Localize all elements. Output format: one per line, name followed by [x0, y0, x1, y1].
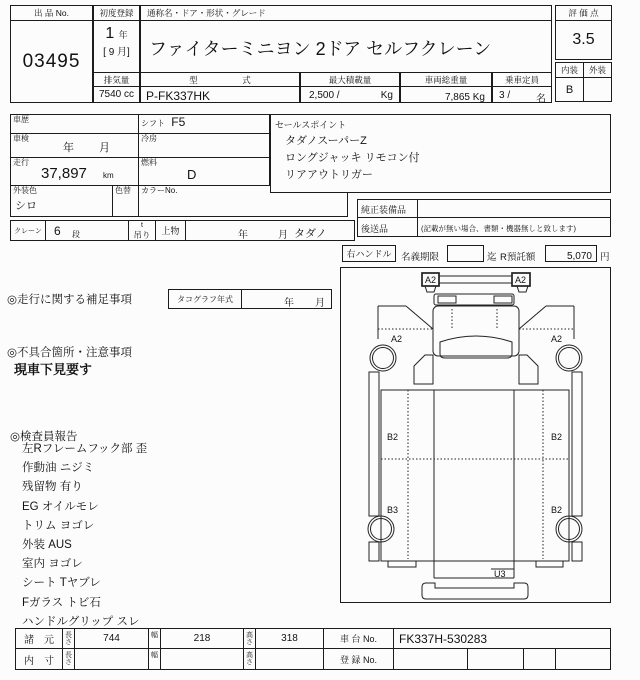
capacity-value	[492, 86, 552, 103]
chassis-no-value	[393, 628, 611, 649]
max-load-value	[300, 86, 400, 103]
later-shipment-label: 後送品	[357, 217, 418, 237]
body-year: 年	[238, 230, 248, 241]
side-left-front-grade: B2	[387, 432, 399, 442]
side-right-rear-grade: B2	[551, 505, 563, 515]
crane-stages-unit: 段	[72, 230, 80, 239]
mileage-value: 37,897	[41, 165, 87, 182]
crane-stages-cell	[45, 220, 129, 241]
spec-length-value: 744	[74, 628, 149, 649]
inspection-year: 年	[63, 142, 74, 154]
spec-width-label: 幅	[148, 628, 161, 649]
tacho-month: 月	[315, 298, 325, 309]
first-registration-value	[93, 20, 140, 73]
reg-no-cell-1	[393, 648, 468, 670]
body-color-cell	[10, 185, 113, 217]
later-shipment-note-cell	[417, 217, 611, 237]
interior-grade-header: 内装	[555, 62, 584, 78]
defect-text: 現車下見要す	[14, 362, 93, 377]
reg-no-label: 登 録 No.	[323, 648, 394, 670]
tacho-label-box: タコグラフ年式	[168, 289, 242, 309]
reg-no-cell-3	[523, 648, 556, 670]
list-item: EG オイルモレ	[22, 500, 99, 513]
body-maker: タダノ	[294, 228, 327, 240]
max-load-header: 最大積載量	[300, 72, 400, 87]
side-left-rear-grade: B3	[387, 505, 399, 515]
first-registration-header: 初度登録	[93, 5, 140, 21]
deposit-value-box	[545, 245, 597, 262]
model-name-header: 通称名・ドア・形状・グレード	[140, 5, 552, 21]
body-month: 月	[278, 230, 288, 241]
shift-label: シフト	[141, 119, 165, 128]
inner-row-label: 内 寸	[15, 648, 63, 670]
interior-grade-value: B	[555, 77, 584, 102]
list-item: シート Tヤブレ	[22, 577, 101, 590]
spec-height-label: 高さ	[243, 628, 256, 649]
rear-under-grade: U3	[494, 569, 506, 579]
model-name-text: ファイターミニヨン 2ドア セルフクレーン	[149, 39, 492, 59]
list-item: ハンドルグリップ スレ	[22, 615, 140, 628]
tacho-value-box	[241, 289, 332, 309]
inner-height-value	[255, 648, 324, 670]
mileage-unit: km	[103, 171, 114, 180]
model-code-text: P-FK337HK	[146, 89, 211, 103]
mileage-label: 走行	[13, 158, 29, 167]
made-label: 迄	[487, 252, 497, 263]
inspector-report-list	[22, 440, 147, 632]
first-reg-month: [ 9 月]	[103, 47, 130, 58]
max-load-number: 2,500 /	[309, 90, 340, 101]
lot-no-header: 出 品 No.	[10, 5, 93, 21]
exterior-grade-value	[583, 77, 612, 102]
model-code-header: 型 式	[140, 72, 300, 87]
crane-lift-cell	[128, 220, 156, 241]
exterior-grade-header: 外装	[583, 62, 612, 78]
body-color-value: シロ	[15, 200, 37, 212]
gross-weight-text: 7,865 Kg	[444, 92, 485, 103]
recolor-cell: 色替	[112, 185, 139, 217]
shift-cell	[138, 114, 270, 134]
damage-diagram-box	[340, 267, 611, 603]
list-item: Fガラス トビ石	[22, 596, 101, 609]
deposit-value: 5,070	[566, 251, 592, 262]
gross-weight-value	[400, 86, 492, 103]
name-limit-value-box	[447, 245, 484, 262]
inner-width-value	[160, 648, 244, 670]
crane-stages-value: 6	[54, 224, 61, 238]
name-limit-label: 名義期限	[401, 252, 440, 263]
displacement-header: 排気量	[93, 72, 140, 87]
side-right-front-grade: B2	[551, 432, 563, 442]
mileage-note-heading: ◎走行に関する補足事項	[7, 294, 133, 306]
crane-ton-label: t	[141, 222, 143, 229]
model-code-value	[140, 86, 300, 103]
first-reg-year-unit: 年	[118, 30, 128, 40]
body-color-label: 外装色	[13, 186, 37, 195]
score-value: 3.5	[555, 20, 612, 60]
crane-label-cell: クレーン	[10, 220, 46, 241]
list-item: タダノスーパーZ	[285, 135, 367, 147]
later-shipment-note: (記載が無い場合、書類・機器無しと致します)	[421, 224, 576, 233]
list-item: ロングジャッキ リモコン付	[285, 152, 420, 164]
reg-no-cell-2	[467, 648, 524, 670]
inner-length-label: 長さ	[62, 648, 75, 670]
deposit-label: R預託額	[500, 252, 536, 263]
score-header: 評 価 点	[555, 5, 612, 21]
chassis-no-label: 車 台 No.	[323, 628, 394, 649]
mirror-left-grade: A2	[425, 275, 437, 285]
inner-height-label: 高さ	[243, 648, 256, 670]
list-item: 作動油 ニジミ	[22, 462, 95, 475]
model-name-value	[140, 20, 552, 73]
history-cell: 車歴	[10, 114, 139, 134]
genuine-equipment-value	[417, 199, 611, 218]
genuine-equipment-label: 純正装備品	[357, 199, 418, 218]
gross-weight-header: 車両総重量	[400, 72, 492, 87]
shift-value: F5	[171, 115, 186, 129]
crane-lift-label: 吊り	[133, 230, 151, 240]
truck-top-view-diagram	[341, 268, 610, 602]
fender-right-grade: A2	[551, 334, 563, 344]
mirror-right-grade: A2	[515, 275, 527, 285]
list-item: リアアウトリガー	[285, 169, 373, 181]
tacho-year: 年	[284, 298, 294, 309]
ac-cell: 冷房	[138, 133, 270, 158]
mileage-cell	[10, 157, 139, 186]
inspection-label: 車検	[13, 134, 29, 143]
body-label-cell: 上物	[155, 220, 186, 241]
spec-width-value: 218	[160, 628, 244, 649]
first-reg-year: 1	[105, 25, 115, 42]
sales-point-box	[270, 114, 611, 193]
fender-left-grade: A2	[391, 334, 403, 344]
lot-no-value: 03495	[10, 20, 93, 103]
inspection-month: 月	[99, 142, 110, 154]
inspector-heading: ◎検査員報告	[10, 431, 78, 443]
rhd-badge: 右ハンドル	[342, 245, 396, 262]
deposit-unit: 円	[600, 252, 610, 263]
inner-width-label: 幅	[148, 648, 161, 670]
color-no-cell: カラーNo.	[138, 185, 348, 217]
max-load-unit: Kg	[380, 90, 393, 101]
sales-point-lines	[285, 133, 610, 184]
defect-heading: ◎不具合箇所・注意事項	[7, 347, 133, 359]
list-item: トリム ヨゴレ	[22, 519, 95, 532]
spec-length-label: 長さ	[62, 628, 75, 649]
list-item: 残留物 有り	[22, 481, 83, 494]
fuel-value: D	[187, 167, 197, 182]
fuel-label: 燃料	[141, 158, 157, 167]
reg-no-cell-4	[555, 648, 611, 670]
body-value-cell	[185, 220, 355, 241]
fuel-cell	[138, 157, 270, 186]
spec-height-value: 318	[255, 628, 324, 649]
chassis-no-text: FK337H-530283	[399, 632, 488, 646]
capacity-number: 3 /	[499, 90, 511, 101]
inner-length-value	[74, 648, 149, 670]
list-item: 左Rフレームフック部 歪	[22, 443, 148, 455]
displacement-value: 7540 cc	[93, 86, 140, 103]
capacity-header: 乗車定員	[492, 72, 552, 87]
spec-row-label: 諸 元	[15, 628, 63, 649]
sales-point-label: セールスポイント	[275, 120, 347, 130]
list-item: 室内 ヨゴレ	[22, 558, 83, 571]
list-item: 外装 AUS	[22, 539, 72, 552]
capacity-unit: 名	[536, 94, 546, 105]
inspection-cell	[10, 133, 139, 158]
